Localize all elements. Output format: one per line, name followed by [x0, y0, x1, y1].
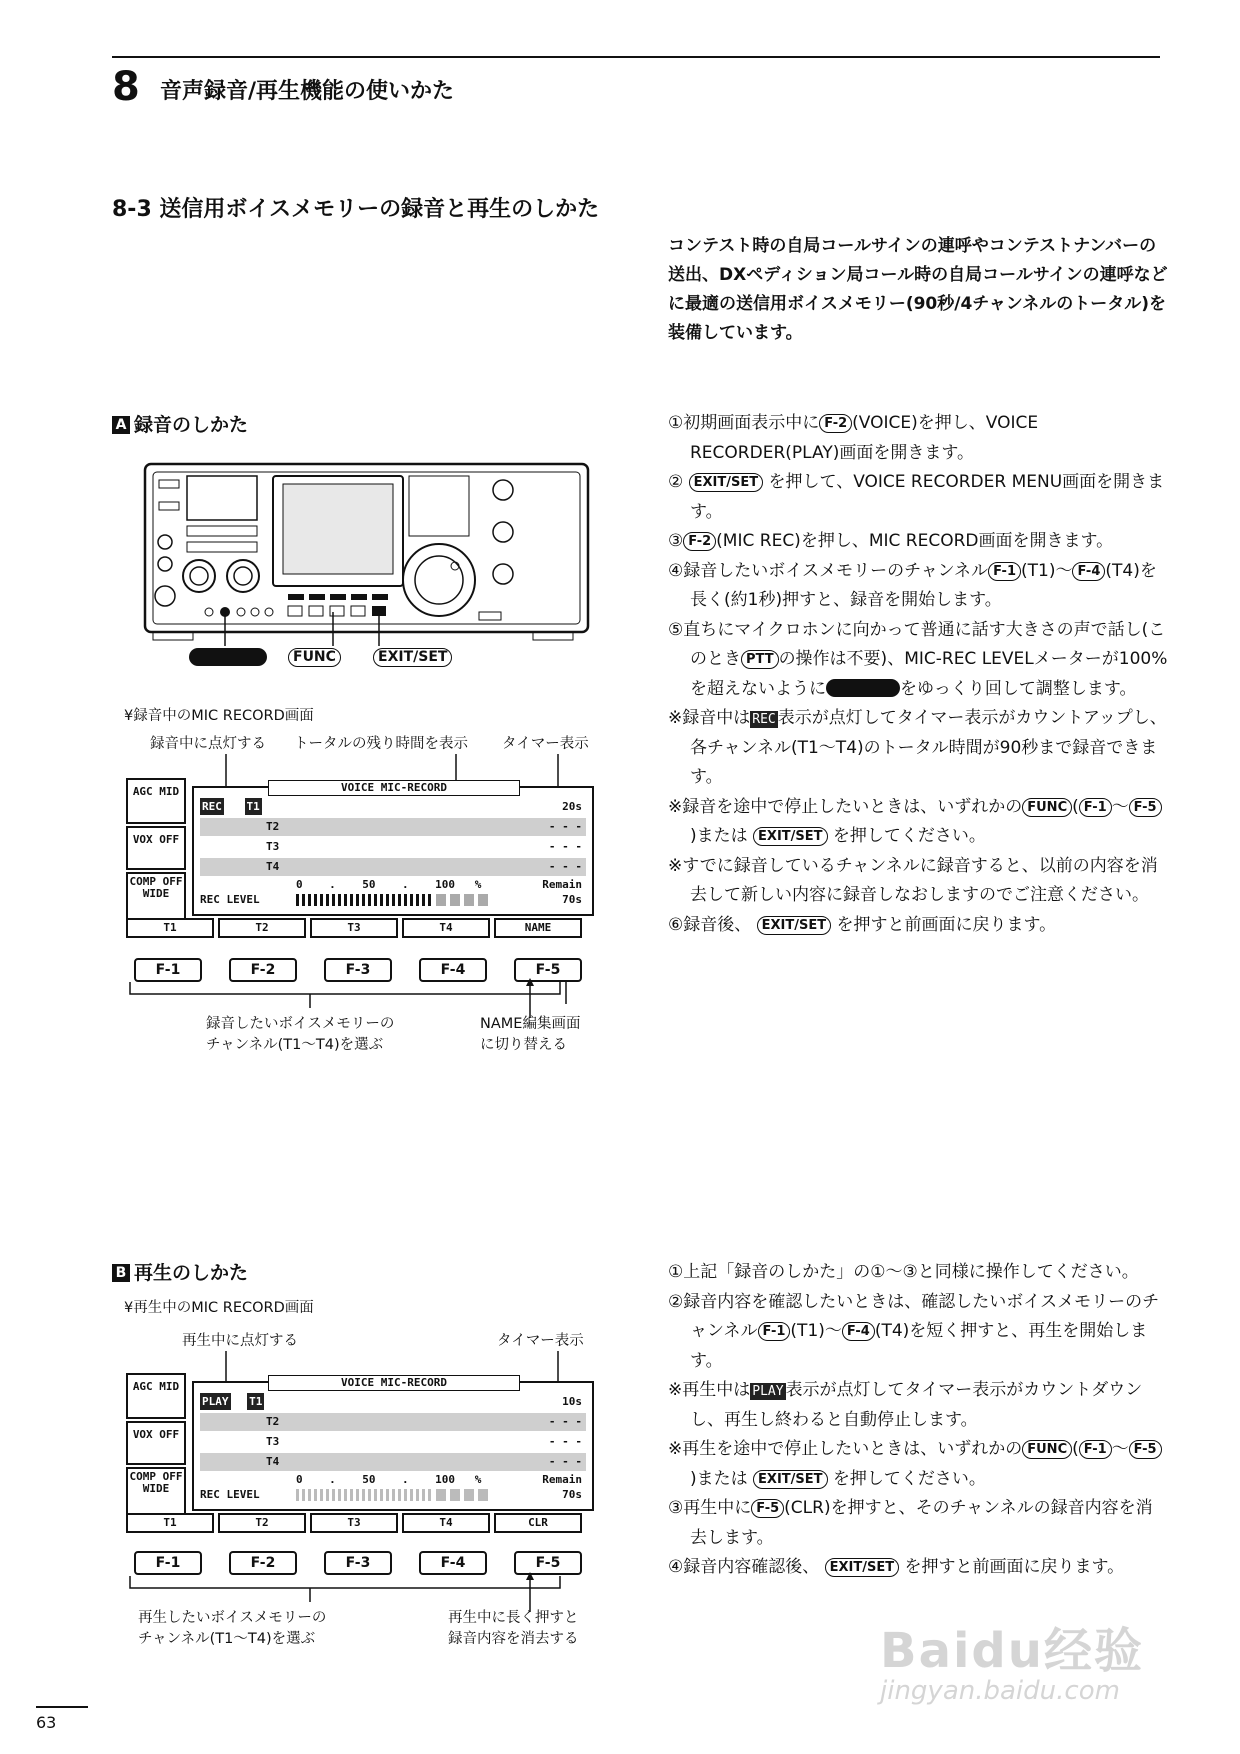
note-b-1: ※再生中は PLAY 表示が点灯してタイマー表示がカウントダウンし、再生し終わると自動停止します。 — [668, 1380, 1143, 1430]
f1-button-b[interactable]: F-1 — [134, 1551, 202, 1575]
f4-button-a[interactable]: F-4 — [419, 958, 487, 982]
step-a-6: ⑥録音後、 EXIT/SET を押すと前画面に戻ります。 — [668, 914, 1057, 935]
steps-playback — [668, 1258, 1168, 1583]
lcd-screen-b — [126, 1373, 594, 1535]
lcd-a-row-t3: T3 - - - — [266, 840, 582, 853]
lcd-a-level-row: REC LEVEL 70s — [200, 893, 582, 906]
step-a-2: ② EXIT/SET を押して、VOICE RECORDER MENU画面を開きます。 — [668, 472, 1165, 522]
lcd-b-row-t1: PLAY T1 10s — [202, 1395, 582, 1408]
annot-select-channel-a: 録音したいボイスメモリーの チャンネル(T1〜T4)を選ぶ — [206, 1016, 395, 1053]
step-a-4: ④録音したいボイスメモリーのチャンネル F-1 (T1)〜 F-4 (T4)を長く(約1秒)押すと、録音を開始します。 — [668, 560, 1157, 610]
f5-button-a[interactable]: F-5 — [514, 958, 582, 982]
heading-recording: A 録音のしかた — [112, 410, 248, 437]
lcd-b-fkey-1: T1 — [126, 1513, 214, 1533]
annot-rec-lit: 録音中に点灯する — [150, 736, 266, 752]
lcd-a-side-comp: COMP OFF WIDE — [126, 872, 186, 920]
lcd-b-fkey-row — [126, 1513, 586, 1533]
page-number-rule — [36, 1706, 88, 1708]
badge-b: B — [112, 1264, 130, 1282]
step-b-3: ③再生中に F-5 (CLR)を押すと、そのチャンネルの録音内容を消去します。 — [668, 1498, 1153, 1548]
lcd-b-title: VOICE MIC-RECORD — [268, 1375, 520, 1391]
lcd-screen-a — [126, 778, 594, 940]
rec-indicator: REC — [202, 800, 222, 813]
note-b-2: ※再生を途中で停止したいときは、いずれかの FUNC ( F-1 〜 F-5)または EXIT/SET を押してください。 — [668, 1435, 1168, 1494]
step-b-2: ②録音内容を確認したいときは、確認したいボイスメモリーのチャンネル F-1 (T1)〜 F-4 (T4)を短く押すと、再生を開始します。 — [668, 1291, 1160, 1371]
f2-button-a[interactable]: F-2 — [229, 958, 297, 982]
lcd-b-row-t3: T3 - - - — [266, 1435, 582, 1448]
lcd-a-row-t4: T4 - - - — [200, 858, 586, 876]
lcd-b-main — [192, 1376, 594, 1511]
annot-name-edit: NAME編集画面 に切り替える — [480, 1016, 581, 1053]
note-a-3: ※すでに録音しているチャンネルに録音すると、以前の内容を消去して新しい内容に録音しなおしますのでご注意ください。 — [668, 855, 1158, 905]
lcd-a-level-meter — [296, 894, 492, 906]
step-a-1: ①初期画面表示中に F-2 (VOICE)を押し、VOICE RECORDER(PLAY)画面を開きます。 — [668, 413, 1039, 463]
lcd-b-level-meter — [296, 1489, 492, 1501]
note-a-1: ※録音中は REC 表示が点灯してタイマー表示がカウントアップし、各チャンネル(T1〜T4)のトータル時間が90秒まで録音できます。 — [668, 708, 1167, 787]
step-a-3: ③ F-2 (MIC REC)を押し、MIC RECORD画面を開きます。 — [668, 531, 1114, 551]
exitset-key-label: EXIT/SET — [373, 648, 452, 667]
lcd-a-fkey-2: T2 — [218, 918, 306, 938]
lcd-a-side-vox: VOX OFF — [126, 826, 186, 870]
annot-play-lit: 再生中に点灯する — [182, 1333, 298, 1349]
badge-a: A — [112, 416, 130, 434]
intro-paragraph: コンテスト時の自局コールサインの連呼やコンテストナンバーの送出、DXペディション局コール時の自局コールサインの連呼などに最適の送信用ボイスメモリー(90秒/4チャンネルのトータル)を装備しています。 — [668, 236, 1168, 343]
func-key-label: FUNC — [288, 648, 341, 667]
lcd-a-side-agc: AGC MID — [126, 778, 186, 824]
f1-button-a[interactable]: F-1 — [134, 958, 202, 982]
chapter-title: 音声録音/再生機能の使いかた — [160, 79, 455, 104]
radio-illustration — [143, 462, 590, 662]
lcd-b-side-vox: VOX OFF — [126, 1421, 186, 1465]
f5-button-b[interactable]: F-5 — [514, 1551, 582, 1575]
lcd-a-fkey-row — [126, 918, 586, 938]
step-b-1: ①上記「録音のしかた」の①〜③と同様に操作してください。 — [668, 1262, 1139, 1282]
lcd-b-level-row: REC LEVEL 70s — [200, 1488, 582, 1501]
af-knob-label-pill — [189, 648, 267, 666]
annot-select-channel-b: 再生したいボイスメモリーの チャンネル(T1〜T4)を選ぶ — [138, 1610, 327, 1647]
lcd-b-fkey-3: T3 — [310, 1513, 398, 1533]
lcd-a-title: VOICE MIC-RECORD — [268, 780, 520, 796]
screen-a-caption: ¥録音中のMIC RECORD画面 — [124, 708, 314, 724]
lcd-b-fkey-4: T4 — [402, 1513, 490, 1533]
page-number: 63 — [36, 1713, 57, 1732]
step-a-5: ⑤直ちにマイクロホンに向かって普通に話す大きさの声で話し(このとき PTT の操作は不要)、MIC-REC LEVELメーターが100%を超えないように をゆっくり回して調整します。 — [668, 619, 1168, 699]
f3-button-a[interactable]: F-3 — [324, 958, 392, 982]
lcd-b-row-t2: T2 - - - — [200, 1413, 586, 1431]
lcd-a-fkey-4: T4 — [402, 918, 490, 938]
play-indicator: PLAY — [202, 1395, 229, 1408]
lcd-a-main — [192, 781, 594, 916]
lcd-b-fkey-2: T2 — [218, 1513, 306, 1533]
f2-button-b[interactable]: F-2 — [229, 1551, 297, 1575]
heading-playback: B 再生のしかた — [112, 1258, 248, 1285]
chapter-number: 8 — [112, 64, 140, 110]
lcd-b-side-comp: COMP OFF WIDE — [126, 1467, 186, 1515]
section-title: 8-3 送信用ボイスメモリーの録音と再生のしかた — [112, 197, 600, 222]
note-a-2: ※録音を途中で停止したいときは、いずれかの FUNC ( F-1 〜 F-5)または EXIT/SET を押してください。 — [668, 793, 1168, 852]
lcd-a-fkey-5: NAME — [494, 918, 582, 938]
header-rule — [112, 56, 1160, 58]
f4-button-b[interactable]: F-4 — [419, 1551, 487, 1575]
annot-timer: タイマー表示 — [502, 736, 589, 752]
watermark-url: jingyan.baidu.com — [880, 1676, 1120, 1706]
lcd-b-fkey-5: CLR — [494, 1513, 582, 1533]
steps-recording — [668, 409, 1168, 940]
mic-gain-knob-pill — [826, 679, 900, 697]
lcd-b-meter-scale-row: 0 . 50 . 100 % Remain — [296, 1473, 582, 1486]
lcd-a-fkey-1: T1 — [126, 918, 214, 938]
annot-remaining: トータルの残り時間を表示 — [294, 736, 468, 752]
lcd-b-row-t4: T4 - - - — [200, 1453, 586, 1471]
annot-timer-b: タイマー表示 — [497, 1333, 584, 1349]
f3-button-b[interactable]: F-3 — [324, 1551, 392, 1575]
lcd-b-side-agc: AGC MID — [126, 1373, 186, 1419]
lcd-a-row-t2: T2 - - - — [200, 818, 586, 836]
screen-b-caption: ¥再生中のMIC RECORD画面 — [124, 1300, 314, 1316]
step-b-4: ④録音内容確認後、 EXIT/SET を押すと前画面に戻ります。 — [668, 1557, 1125, 1577]
lcd-a-row-t1: REC T1 20s — [202, 800, 582, 813]
annot-clear-recording: 再生中に長く押すと 録音内容を消去する — [448, 1610, 579, 1647]
watermark-logo: Baidu经验 — [880, 1623, 1144, 1679]
lcd-a-fkey-3: T3 — [310, 918, 398, 938]
lcd-a-meter-scale-row: 0 . 50 . 100 % Remain — [296, 878, 582, 891]
